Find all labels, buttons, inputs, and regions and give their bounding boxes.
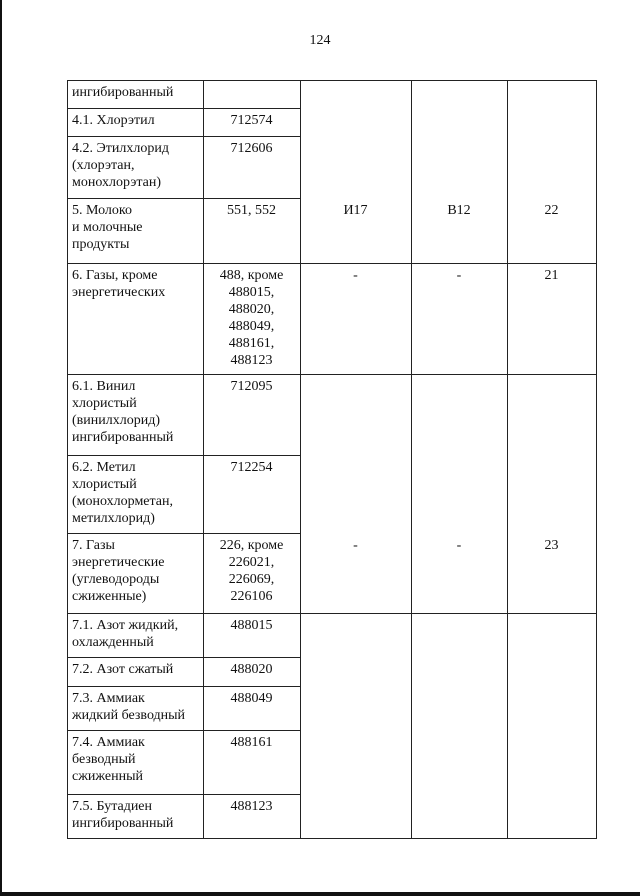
table-rule-partial [67,794,301,795]
cargo-code-cell: 712606 [230,141,273,156]
table-rule-partial [67,686,301,687]
cargo-code-cell: 488049 [230,691,273,706]
column-3-cell: И17 [343,203,368,218]
cargo-name-cell: 6. Газы, кроме энергетических [72,268,166,300]
cargo-name-cell: 7.2. Азот сжатый [72,662,174,677]
table-rule-partial [67,136,301,137]
table-column-rule [67,80,68,839]
cargo-name-cell: 7.4. Аммиак безводный сжиженный [72,735,145,784]
cargo-code-cell: 488, кроме 488015, 488020, 488049, 488161, 488123 [219,268,284,368]
cargo-name-cell: ингибированный [72,85,174,100]
column-4-cell: - [456,538,462,553]
table-rule-partial [67,198,301,199]
cargo-name-cell: 6.1. Винил хлористый (винилхлорид) ингибированный [72,379,174,445]
table-rule-partial [67,455,301,456]
table-column-rule [203,80,204,839]
table-rule-full [67,374,597,375]
table-column-rule [300,80,301,839]
cargo-code-cell: 551, 552 [227,203,276,218]
cargo-code-cell: 226, кроме 226021, 226069, 226106 [219,538,284,604]
column-3-cell: - [353,538,358,553]
table-rule-partial [67,533,301,534]
table-rule-partial [67,108,301,109]
cargo-code-cell: 488123 [230,799,273,814]
column-4-cell: - [456,268,462,283]
table-rule-partial [67,657,301,658]
cargo-code-cell: 712254 [230,460,273,475]
column-5-cell: 21 [544,268,559,283]
table-column-rule [596,80,597,839]
cargo-name-cell: 4.1. Хлорэтил [72,113,155,128]
table-rule-full [67,838,597,839]
column-5-cell: 23 [544,538,559,553]
table-rule-full [67,80,597,81]
table-column-rule [507,80,508,839]
cargo-name-cell: 4.2. Этилхлорид (хлорэтан, монохлорэтан) [72,141,169,190]
scan-left-border [0,0,2,896]
table-column-rule [411,80,412,839]
cargo-code-cell: 488161 [230,735,273,750]
table-rule-full [67,263,597,264]
cargo-name-cell: 6.2. Метил хлористый (монохлорметан, метилхлорид) [72,460,174,526]
table-rule-partial [67,730,301,731]
cargo-name-cell: 5. Молоко и молочные продукты [72,203,143,252]
column-5-cell: 22 [544,203,559,218]
cargo-code-cell: 712095 [230,379,273,394]
column-3-cell: - [353,268,358,283]
page-number: 124 [309,33,331,48]
scan-bottom-border [0,892,640,896]
cargo-code-cell: 488015 [230,618,273,633]
cargo-code-cell: 488020 [230,662,273,677]
cargo-name-cell: 7.5. Бутадиен ингибированный [72,799,174,831]
cargo-code-cell: 712574 [230,113,273,128]
table-rule-full [67,613,597,614]
cargo-name-cell: 7. Газы энергетические (углеводороды сжиженные) [72,538,165,604]
cargo-name-cell: 7.1. Азот жидкий, охлажденный [72,618,179,650]
column-4-cell: В12 [447,203,471,218]
cargo-name-cell: 7.3. Аммиак жидкий безводный [72,691,186,723]
